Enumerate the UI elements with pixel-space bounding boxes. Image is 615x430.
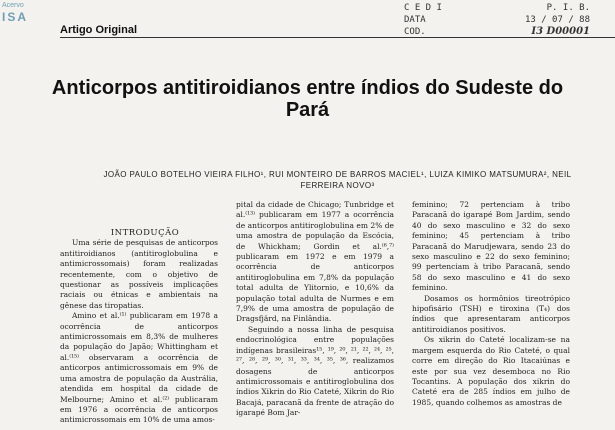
archive-stamp [404, 2, 590, 38]
article-title: Anticorpos antitiroidianos entre índios do Sudeste do Pará [51, 77, 564, 121]
text-column-3 [412, 200, 570, 408]
acervo-isa-logo [2, 2, 28, 23]
logo-text-acervo: Acervo [2, 2, 24, 9]
logo-text-isa: ISA [2, 10, 29, 24]
paragraph: Os xikrin do Cateté localizam-se na margem esquerda do Rio Cateté, o qual corre em direção do Rio Itacaiúnas e este por sua vez desemboca no Rio Tocantins. A população dos xikrin do Cateté era de 285 índios em julho de 1985, quando colhemos as amostras de [412, 335, 570, 407]
paragraph: feminino; 72 pertenciam à tribo Paracanã do igarapé Bom Jardim, sendo 40 do sexo masculino e 32 do sexo feminino; 45 pertenciam à tribo Paracanã do Marudjewara, sendo 23 do sexo masculino e 22 do sexo feminino; 99 pertenciam à tribo Paracanã, sendo 58 do sexo masculino e 41 do sexo feminino. [412, 200, 570, 293]
stamp-signature: I3 D00001 [531, 26, 590, 37]
stamp-row [404, 26, 590, 38]
section-heading-introducao: INTRODUÇÃO [110, 228, 180, 238]
section-label: Artigo Original [60, 24, 137, 36]
stamp-label: DATA [404, 15, 426, 25]
paragraph: Amino et al.⁽¹⁾ publicaram em 1978 a ocorrência de anticorpos antimicrossomais em 8,3% de mulheres da população do Japão; Whittingham et al.⁽¹⁵⁾ observaram a ocorrência de anticorpos antimicrossomais em 9% de uma amostra de população da Austrália, atendida em hospital da cidade de Melbourne; Amino et al.⁽²⁾ publicaram em 1976 a ocorrência de anticorpos antimicrossomais em 10% de uma amos- [60, 311, 218, 425]
stamp-label: COD. [404, 27, 426, 37]
paragraph: pital da cidade de Chicago; Tunbridge et al.⁽¹³⁾ publicaram em 1977 a ocorrência de anticorpos antitiroglobulina em 2% de uma amostra de população da Escócia, de Whickham; Gordin et al.⁽⁶,⁷⁾ publicaram em 1972 e em 1979 a ocorrência de anticorpos antitiroglobulina em 7,8% da população total adulta de Ylitornio, e 10,6% da população total adulta de Nurmes e em 7,9% de uma amostra de população de Dragsfjärd, na Finlândia. [236, 200, 394, 324]
stamp-row [404, 14, 590, 26]
paragraph: Seguindo a nossa linha de pesquisa endocrinológica entre populações indígenas brasileiras¹⁵, ¹⁹, ²⁰, ²¹, ²², ²⁴, ²⁵, ²⁷, ²⁸, ²⁹, ³⁰, ³¹, ³³, ³⁴, ³⁵, ³⁶, realizamos dosagens de anticorpos antimicrossomais e antitiroglobulina dos índios Xikrin do Rio Cateté, Xikrin do Rio Bacajá, paracanã da frente de atração do igarapé Bom Jar- [236, 324, 394, 418]
text-column-2 [236, 200, 394, 419]
text-column-1 [60, 228, 218, 426]
stamp-row [404, 2, 590, 14]
article-authors: JOÃO PAULO BOTELHO VIEIRA FILHO¹, RUI MONTEIRO DE BARROS MACIEL¹, LUIZA KIMIKO MATSUMURA², NEIL FERREIRA NOVO³ [103, 170, 572, 190]
paragraph: Uma série de pesquisas de anticorpos antitiroidianos (antitiroglobulina e antimicrossomais) foram realizadas recentemente, com o objetivo de questionar as possíveis implicações raciais ou étnicas e ambientais na gênese das tiropatias. [60, 238, 218, 310]
stamp-label: C E D I [404, 3, 442, 13]
paragraph: Dosamos os hormônios tireotrópico hipofisário (TSH) e tiroxina (T₄) dos índios que apresentaram anticorpos antitiroidianos positivos. [412, 293, 570, 334]
stamp-value: 13 / 07 / 88 [524, 15, 590, 25]
stamp-value: P. I. B. [546, 3, 590, 13]
